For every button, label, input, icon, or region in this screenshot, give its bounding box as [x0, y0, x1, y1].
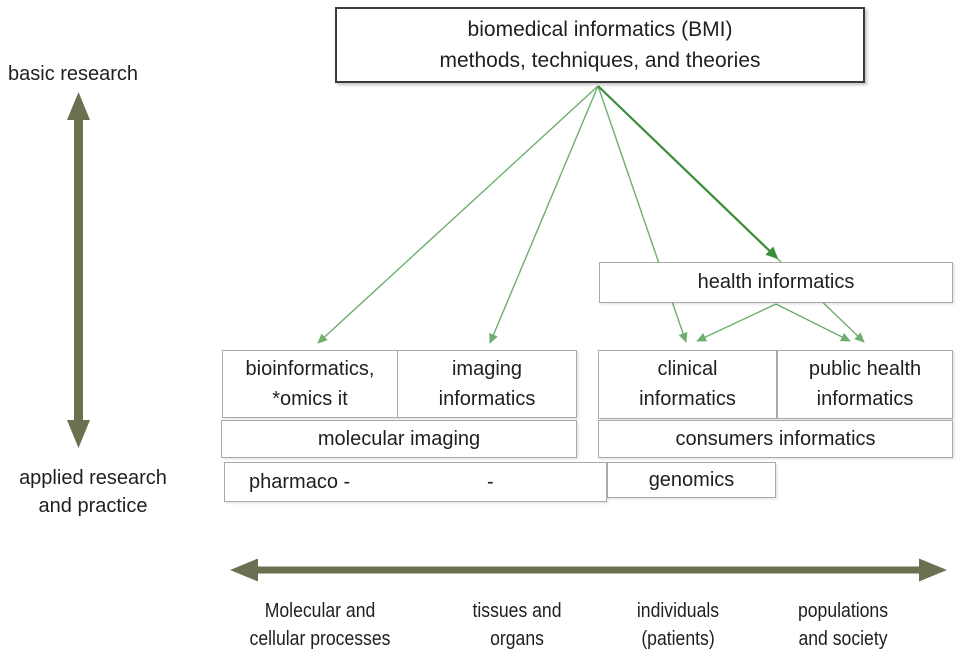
axis-label-populations-line2: and society	[798, 628, 888, 650]
genomics-box: genomics	[607, 462, 776, 498]
molecular-imaging-box: molecular imaging	[221, 420, 577, 458]
arrow-bmi-to-clinical	[598, 86, 686, 342]
clinical-informatics-box	[598, 350, 777, 419]
vertical-research-axis-arrow	[67, 92, 90, 448]
axis-label-molecular	[219, 597, 421, 653]
axis-label-populations	[742, 597, 944, 653]
clinical-informatics-line1: clinical	[657, 358, 718, 380]
axis-label-individuals-line1: individuals	[636, 600, 720, 622]
bmi-fanout-arrows	[318, 86, 864, 343]
health-informatics-box: health informatics	[599, 262, 953, 303]
arrow-bmi-to-bioinformatics	[318, 86, 598, 343]
down-arrowhead-icon	[67, 420, 90, 448]
left-arrowhead-icon	[230, 559, 258, 582]
applied-research-label	[8, 464, 178, 520]
applied-research-line1: applied research	[19, 467, 167, 489]
axis-label-molecular-line1: Molecular and	[264, 600, 376, 622]
consumers-informatics-box: consumers informatics	[598, 420, 953, 458]
axis-label-populations-line1: populations	[797, 600, 889, 622]
bmi-title-line2: methods, techniques, and theories	[439, 49, 761, 72]
arrow-bmi-to-imaging	[490, 86, 598, 343]
bmi-title-line1: biomedical informatics (BMI)	[467, 18, 733, 41]
arrow-health-to-clinical	[697, 304, 776, 341]
horizontal-scale-axis-arrow	[230, 559, 947, 582]
public-health-informatics-line2: informatics	[816, 388, 914, 410]
axis-label-tissues-line1: tissues and	[472, 600, 562, 622]
clinical-informatics-line2: informatics	[639, 388, 736, 410]
public-health-informatics-box	[777, 350, 953, 419]
bioinformatics-line1: bioinformatics,	[245, 358, 375, 380]
pharmaco-dash: -	[487, 471, 494, 493]
health-informatics-fanout-arrows	[697, 304, 850, 341]
public-health-informatics-line1: public health	[808, 358, 922, 380]
right-arrowhead-icon	[919, 559, 947, 582]
bioinformatics-box	[222, 350, 398, 418]
pharmaco-box	[224, 462, 607, 502]
bioinformatics-line2: *omics it	[272, 388, 348, 410]
bmi-title-box	[335, 7, 865, 83]
imaging-informatics-line2: informatics	[438, 388, 536, 410]
axis-label-molecular-line2: cellular processes	[249, 628, 391, 650]
applied-research-line2: and practice	[38, 495, 148, 517]
arrow-health-to-public-health	[776, 304, 850, 341]
imaging-informatics-box	[397, 350, 577, 418]
axis-label-individuals-line2: (patients)	[641, 628, 715, 650]
arrow-bmi-to-health-informatics	[598, 86, 777, 258]
up-arrowhead-icon	[67, 92, 90, 120]
imaging-informatics-line1: imaging	[451, 358, 523, 380]
axis-label-tissues-line2: organs	[490, 628, 544, 650]
basic-research-label: basic research	[8, 63, 139, 85]
pharmaco-label: pharmaco -	[249, 471, 351, 493]
